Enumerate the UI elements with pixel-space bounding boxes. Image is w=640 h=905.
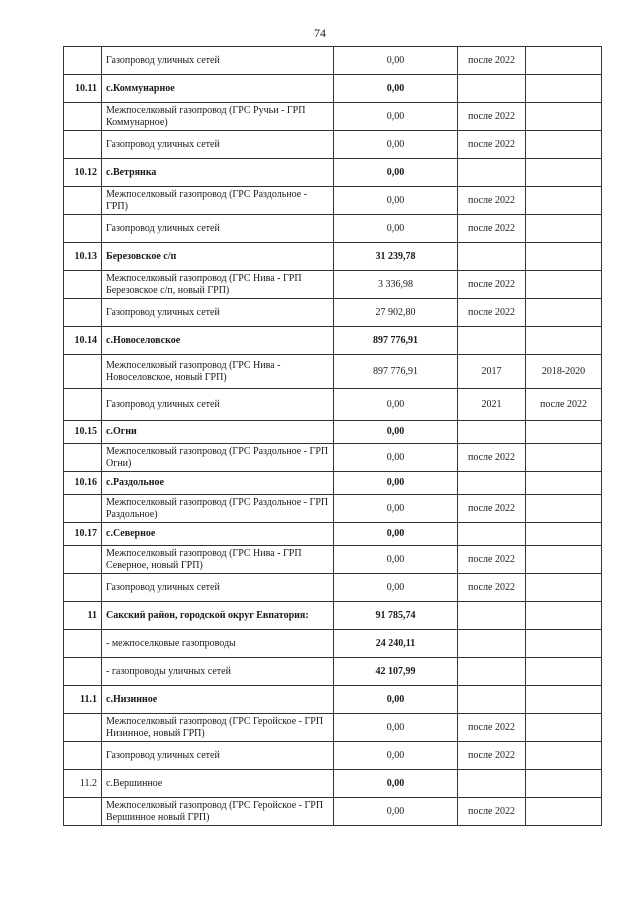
cost-value-cell: 0,00 (334, 47, 458, 75)
object-name-cell: с.Ветрянка (102, 159, 334, 187)
cost-value-cell: 91 785,74 (334, 602, 458, 630)
year-end-cell (526, 574, 602, 602)
row-number-cell: 10.15 (64, 421, 102, 444)
table-row (64, 495, 602, 523)
table-row (64, 630, 602, 658)
year-start-cell: после 2022 (458, 546, 526, 574)
table-row (64, 243, 602, 271)
object-name-cell: с.Вершинное (102, 770, 334, 798)
row-number-cell: 10.13 (64, 243, 102, 271)
object-name-cell: Сакский район, городской округ Евпатория: (102, 602, 334, 630)
year-start-cell (458, 159, 526, 187)
row-number-cell (64, 103, 102, 131)
table-row (64, 131, 602, 159)
year-start-cell: после 2022 (458, 187, 526, 215)
page-number: 74 (314, 26, 326, 40)
year-start-cell (458, 770, 526, 798)
cost-value-cell: 897 776,91 (334, 327, 458, 355)
year-start-cell: после 2022 (458, 714, 526, 742)
year-end-cell (526, 742, 602, 770)
year-end-cell (526, 187, 602, 215)
table-row (64, 523, 602, 546)
year-end-cell (526, 271, 602, 299)
object-name-cell: Межпоселковый газопровод (ГРС Нива - ГРП Березовское с/п, новый ГРП) (102, 271, 334, 299)
year-start-cell: после 2022 (458, 215, 526, 243)
object-name-cell: Газопровод уличных сетей (102, 131, 334, 159)
row-number-cell (64, 444, 102, 472)
row-number-cell (64, 355, 102, 389)
table-body (64, 47, 602, 826)
year-end-cell (526, 770, 602, 798)
row-number-cell (64, 495, 102, 523)
year-start-cell (458, 658, 526, 686)
year-end-cell (526, 75, 602, 103)
cost-value-cell: 897 776,91 (334, 355, 458, 389)
cost-value-cell: 0,00 (334, 159, 458, 187)
object-name-cell: с.Новоселовское (102, 327, 334, 355)
year-end-cell (526, 215, 602, 243)
table-row (64, 215, 602, 243)
cost-value-cell: 0,00 (334, 389, 458, 421)
year-start-cell (458, 686, 526, 714)
cost-value-cell: 0,00 (334, 742, 458, 770)
row-number-cell (64, 742, 102, 770)
table-row (64, 327, 602, 355)
table-row (64, 271, 602, 299)
gas-pipeline-table (63, 46, 602, 826)
object-name-cell: Газопровод уличных сетей (102, 47, 334, 75)
year-start-cell: после 2022 (458, 444, 526, 472)
table-row (64, 770, 602, 798)
row-number-cell (64, 546, 102, 574)
year-start-cell (458, 630, 526, 658)
cost-value-cell: 0,00 (334, 546, 458, 574)
year-end-cell (526, 327, 602, 355)
year-start-cell: после 2022 (458, 299, 526, 327)
row-number-cell (64, 187, 102, 215)
cost-value-cell: 24 240,11 (334, 630, 458, 658)
table-row (64, 389, 602, 421)
object-name-cell: Межпоселковый газопровод (ГРС Геройское - ГРП Низинное, новый ГРП) (102, 714, 334, 742)
year-start-cell: после 2022 (458, 103, 526, 131)
row-number-cell: 10.12 (64, 159, 102, 187)
object-name-cell: Межпоселковый газопровод (ГРС Ручьи - ГРП Коммунарное) (102, 103, 334, 131)
year-start-cell: после 2022 (458, 131, 526, 159)
table-row (64, 658, 602, 686)
table-row (64, 355, 602, 389)
table-row (64, 159, 602, 187)
year-start-cell: после 2022 (458, 271, 526, 299)
table-row (64, 103, 602, 131)
object-name-cell: Газопровод уличных сетей (102, 389, 334, 421)
row-number-cell (64, 131, 102, 159)
table-row (64, 574, 602, 602)
object-name-cell: с.Коммунарное (102, 75, 334, 103)
table-row (64, 47, 602, 75)
row-number-cell (64, 389, 102, 421)
table-row (64, 421, 602, 444)
table-row (64, 187, 602, 215)
cost-value-cell: 0,00 (334, 495, 458, 523)
table-row (64, 444, 602, 472)
year-end-cell (526, 523, 602, 546)
object-name-cell: с.Раздольное (102, 472, 334, 495)
cost-value-cell: 42 107,99 (334, 658, 458, 686)
row-number-cell (64, 630, 102, 658)
year-end-cell (526, 103, 602, 131)
object-name-cell: Газопровод уличных сетей (102, 742, 334, 770)
cost-value-cell: 0,00 (334, 75, 458, 103)
year-end-cell (526, 630, 602, 658)
cost-value-cell: 0,00 (334, 574, 458, 602)
table-row (64, 299, 602, 327)
object-name-cell: Газопровод уличных сетей (102, 299, 334, 327)
year-end-cell: 2018-2020 (526, 355, 602, 389)
year-end-cell (526, 299, 602, 327)
row-number-cell (64, 47, 102, 75)
cost-value-cell: 0,00 (334, 187, 458, 215)
table-row (64, 602, 602, 630)
year-start-cell (458, 327, 526, 355)
table-row (64, 472, 602, 495)
row-number-cell: 10.17 (64, 523, 102, 546)
year-start-cell (458, 243, 526, 271)
object-name-cell: с.Северное (102, 523, 334, 546)
cost-value-cell: 0,00 (334, 472, 458, 495)
year-start-cell: после 2022 (458, 495, 526, 523)
table-row (64, 75, 602, 103)
cost-value-cell: 27 902,80 (334, 299, 458, 327)
cost-value-cell: 0,00 (334, 798, 458, 826)
year-end-cell (526, 243, 602, 271)
year-end-cell (526, 798, 602, 826)
year-start-cell: 2017 (458, 355, 526, 389)
row-number-cell (64, 215, 102, 243)
object-name-cell: - газопроводы уличных сетей (102, 658, 334, 686)
object-name-cell: Межпоселковый газопровод (ГРС Нива - Новоселовское, новый ГРП) (102, 355, 334, 389)
object-name-cell: Межпоселковый газопровод (ГРС Раздольное - ГРП Огни) (102, 444, 334, 472)
year-start-cell (458, 523, 526, 546)
cost-value-cell: 0,00 (334, 103, 458, 131)
year-end-cell (526, 159, 602, 187)
row-number-cell: 10.14 (64, 327, 102, 355)
cost-value-cell: 3 336,98 (334, 271, 458, 299)
cost-value-cell: 31 239,78 (334, 243, 458, 271)
year-end-cell (526, 658, 602, 686)
year-start-cell (458, 602, 526, 630)
cost-value-cell: 0,00 (334, 523, 458, 546)
year-start-cell: после 2022 (458, 47, 526, 75)
object-name-cell: Межпоселковый газопровод (ГРС Раздольное - ГРП Раздольное) (102, 495, 334, 523)
cost-value-cell: 0,00 (334, 770, 458, 798)
year-end-cell (526, 714, 602, 742)
cost-value-cell: 0,00 (334, 444, 458, 472)
object-name-cell: - межпоселковые газопроводы (102, 630, 334, 658)
year-end-cell (526, 472, 602, 495)
row-number-cell: 10.11 (64, 75, 102, 103)
year-end-cell (526, 602, 602, 630)
object-name-cell: Межпоселковый газопровод (ГРС Раздольное - ГРП) (102, 187, 334, 215)
table-row (64, 546, 602, 574)
year-end-cell (526, 495, 602, 523)
cost-value-cell: 0,00 (334, 131, 458, 159)
row-number-cell (64, 714, 102, 742)
row-number-cell (64, 299, 102, 327)
object-name-cell: Березовское с/п (102, 243, 334, 271)
row-number-cell: 11 (64, 602, 102, 630)
table-row (64, 686, 602, 714)
object-name-cell: с.Огни (102, 421, 334, 444)
object-name-cell: Межпоселковый газопровод (ГРС Нива - ГРП Северное, новый ГРП) (102, 546, 334, 574)
year-end-cell: после 2022 (526, 389, 602, 421)
row-number-cell: 10.16 (64, 472, 102, 495)
cost-value-cell: 0,00 (334, 714, 458, 742)
year-end-cell (526, 546, 602, 574)
row-number-cell (64, 574, 102, 602)
year-end-cell (526, 421, 602, 444)
table-row (64, 798, 602, 826)
year-start-cell: после 2022 (458, 574, 526, 602)
cost-value-cell: 0,00 (334, 421, 458, 444)
table-row (64, 742, 602, 770)
row-number-cell (64, 798, 102, 826)
year-end-cell (526, 47, 602, 75)
year-end-cell (526, 131, 602, 159)
year-end-cell (526, 444, 602, 472)
year-end-cell (526, 686, 602, 714)
object-name-cell: Межпоселковый газопровод (ГРС Геройское - ГРП Вершинное новый ГРП) (102, 798, 334, 826)
year-start-cell (458, 421, 526, 444)
row-number-cell: 11.1 (64, 686, 102, 714)
year-start-cell (458, 472, 526, 495)
object-name-cell: Газопровод уличных сетей (102, 215, 334, 243)
year-start-cell: 2021 (458, 389, 526, 421)
cost-value-cell: 0,00 (334, 686, 458, 714)
row-number-cell: 11.2 (64, 770, 102, 798)
cost-value-cell: 0,00 (334, 215, 458, 243)
row-number-cell (64, 271, 102, 299)
row-number-cell (64, 658, 102, 686)
year-start-cell: после 2022 (458, 798, 526, 826)
object-name-cell: с.Низинное (102, 686, 334, 714)
year-start-cell (458, 75, 526, 103)
object-name-cell: Газопровод уличных сетей (102, 574, 334, 602)
year-start-cell: после 2022 (458, 742, 526, 770)
table-row (64, 714, 602, 742)
